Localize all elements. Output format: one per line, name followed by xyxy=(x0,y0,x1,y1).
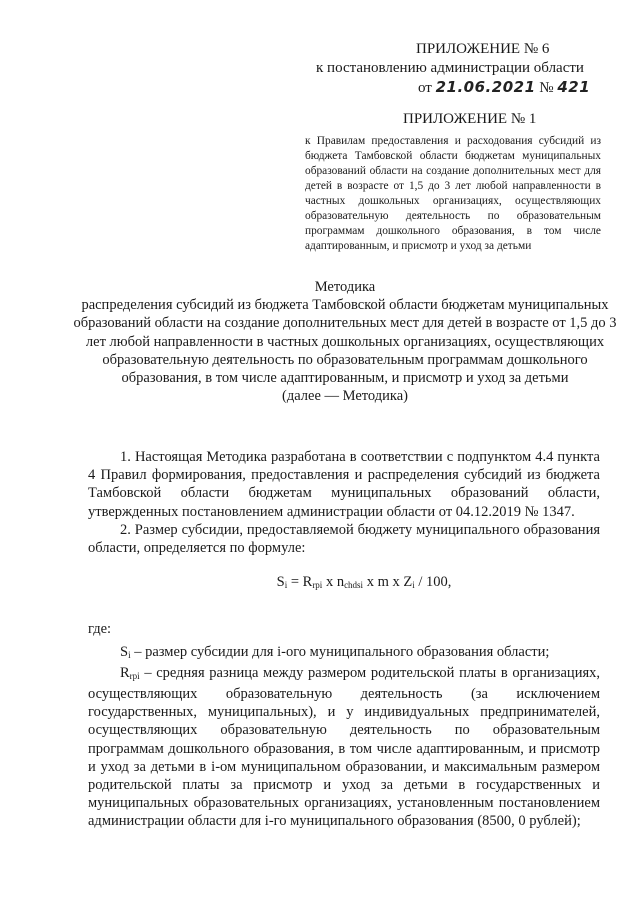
paragraph-2: 2. Размер субсидии, предоставляемой бюджету муниципального образования области, определяется по формуле: xyxy=(88,521,600,557)
method-abbr: (далее — Методика) xyxy=(282,388,408,405)
subsidy-formula: $S_i = R_{rpi}$ x $n_{chdsi}$ x m x $Z_i / 100$, xyxy=(276,574,452,591)
appendix-6-title: ПРИЛОЖЕНИЕ № 6 xyxy=(416,41,550,57)
appendix-6-date-line xyxy=(316,78,591,98)
appendix-1-header xyxy=(305,110,601,254)
appendix-1-body: к Правилам предоставления и расходования субсидий из бюджета Тамбовской области бюджетам муниципальных образований области на создание дополнительных мест для детей в возрасте от 1,5 до 3 лет любой направленности в частных дошкольных организациях, осуществляющих образовательную деятельность по образовательным программам дошкольного образования, в том числе адаптированным, и присмотр и уход за детьми xyxy=(305,135,601,252)
where-label: где: xyxy=(88,621,112,638)
paragraph-1: 1. Настоящая Методика разработана в соответствии с подпунктом 4.4 пункта 4 Правил формирования, предоставления и распределения субсидий из бюджета Тамбовской области бюджетам муниципальных образований области, утвержденных постановлением администрации области от 04.12.2019 № 1347. xyxy=(88,449,600,520)
appendix-6-resolution: к постановлению администрации области xyxy=(316,60,584,76)
number-prefix: № xyxy=(539,80,554,96)
date-prefix: от xyxy=(418,80,432,96)
document-body xyxy=(88,448,600,831)
handwritten-number: 421 xyxy=(557,78,591,96)
handwritten-date: 21.06.2021 xyxy=(435,78,536,96)
appendix-1-title: ПРИЛОЖЕНИЕ № 1 xyxy=(403,111,537,127)
definition-r: $R_{rpi}$ – средняя разница между размером родительской платы в организациях, осуществляющих образовательную деятельность (за исключением государственных, муниципальных), и у индивидуальных предпринимателей, осуществляющих образовательную деятельность по образовательным программам дошкольного образования, в том числе адаптированным, и присмотр и уход за детьми в i-ом муниципальном образовании, и максимальным размером родительской платы за присмотр и уход за детьми в государственных и муниципальных образовательных организациях, установленным постановлением администрации области для i-го муниципального образования (8500, 0 рублей); xyxy=(88,664,600,830)
method-title: распределения субсидий из бюджета Тамбовской области бюджетам муниципальных образований области на создание дополнительных мест для детей в возрасте от 1,5 до 3 лет любой направленности в частных дошкольных организациях, осуществляющих образовательную деятельность по образовательным программам дошкольного образования, в том числе адаптированным, и присмотр и уход за детьми xyxy=(73,297,617,387)
method-heading: Методика xyxy=(314,279,376,295)
method-title-block xyxy=(70,278,620,405)
appendix-6-header xyxy=(316,40,591,98)
definition-s: $S_i$ – размер субсидии для i-ого муниципального образования области; xyxy=(120,643,550,660)
